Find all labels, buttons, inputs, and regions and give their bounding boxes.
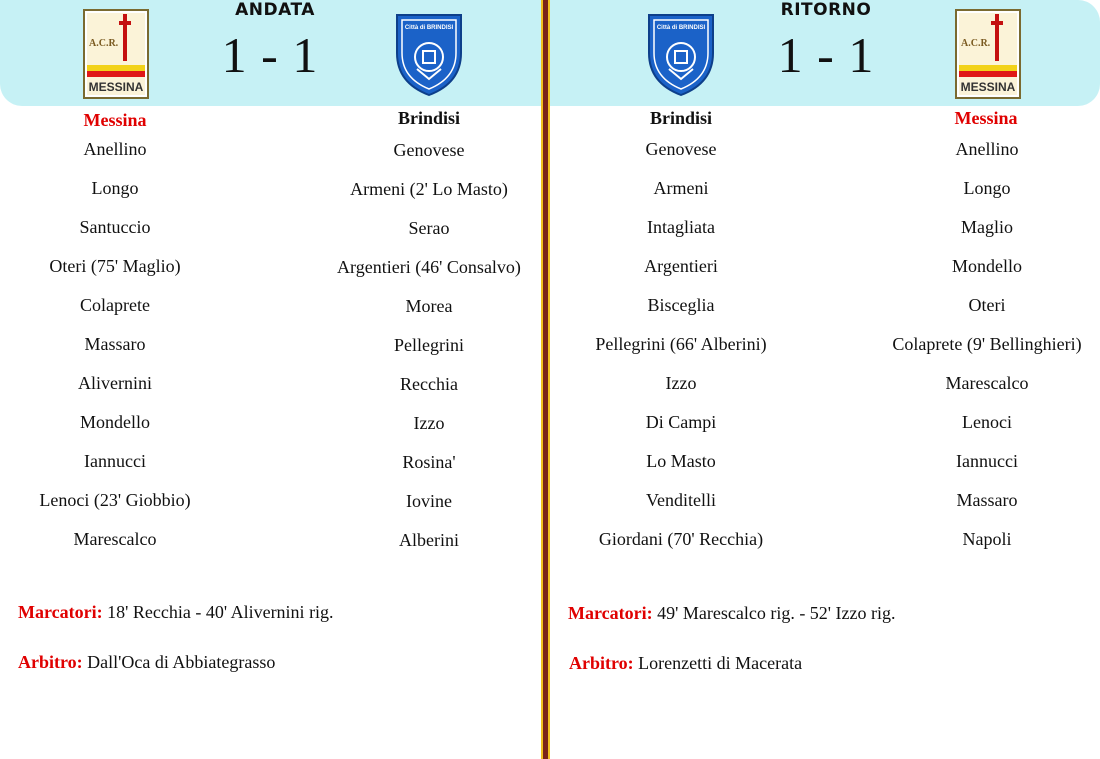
player: Iannucci (84, 451, 146, 471)
player: Venditelli (646, 490, 716, 510)
player: Izzo (413, 413, 445, 433)
player: Genovese (645, 139, 717, 159)
andata-scorers (18, 602, 334, 623)
player: Lenoci (962, 412, 1012, 432)
player: Morea (405, 296, 453, 316)
player: Oteri (968, 295, 1006, 315)
player: Alberini (399, 530, 459, 550)
player: Pellegrini (66' Alberini) (595, 334, 767, 354)
referee-value: Lorenzetti di Macerata (638, 653, 803, 673)
scorers-label: Marcatori: (18, 602, 103, 622)
scorers-value: 49' Marescalco rig. - 52' Izzo rig. (657, 603, 896, 623)
svg-text:A.C.R.: A.C.R. (89, 38, 119, 49)
messina-logo (83, 9, 149, 99)
player: Recchia (400, 374, 458, 394)
player: Oteri (75' Maglio) (49, 256, 181, 276)
player: Argentieri (644, 256, 718, 276)
messina-logo (955, 9, 1021, 99)
svg-text:Città di BRINDISI: Città di BRINDISI (656, 25, 706, 31)
player: Longo (91, 178, 139, 198)
center-divider (541, 0, 550, 759)
player: Bisceglia (647, 295, 715, 315)
andata-title: ANDATA (235, 0, 315, 20)
player: Lenoci (23' Giobbio) (39, 490, 191, 510)
andata-referee (18, 652, 275, 673)
ritorno-score: 1 - 1 (777, 27, 875, 83)
svg-text:Città di BRINDISI: Città di BRINDISI (404, 25, 454, 31)
andata-away-team: Brindisi (397, 108, 461, 128)
ritorno-panel (550, 0, 1100, 759)
player: Genovese (393, 140, 465, 160)
player: Argentieri (46' Consalvo) (337, 257, 521, 277)
player: Maglio (961, 217, 1013, 237)
player: Di Campi (645, 412, 717, 432)
player: Rosina' (402, 452, 456, 472)
player: Izzo (665, 373, 697, 393)
messina-logo-text: MESSINA (88, 80, 144, 94)
player: Santuccio (79, 217, 151, 237)
player: Anellino (955, 139, 1019, 159)
andata-score: 1 - 1 (221, 27, 319, 83)
brindisi-logo (647, 13, 715, 97)
ritorno-away-team: Messina (954, 108, 1018, 128)
player: Mondello (952, 256, 1022, 276)
scorers-label: Marcatori: (568, 603, 653, 623)
player: Iannucci (956, 451, 1018, 471)
brindisi-logo (395, 13, 463, 97)
ritorno-scorers (568, 603, 896, 624)
referee-value: Dall'Oca di Abbiategrasso (87, 652, 276, 672)
ritorno-referee (569, 653, 802, 674)
player: Armeni (2' Lo Masto) (350, 179, 508, 199)
player: Mondello (80, 412, 150, 432)
player: Iovine (406, 491, 452, 511)
player: Giordani (70' Recchia) (598, 529, 764, 549)
ritorno-home-team: Brindisi (649, 108, 713, 128)
referee-label: Arbitro: (569, 653, 634, 673)
andata-panel (0, 0, 541, 759)
svg-text:A.C.R.: A.C.R. (961, 38, 991, 49)
scorers-value: 18' Recchia - 40' Alivernini rig. (107, 602, 334, 622)
player: Colaprete (9' Bellinghieri) (892, 334, 1082, 354)
player: Intagliata (647, 217, 715, 237)
player: Anellino (83, 139, 147, 159)
player: Pellegrini (394, 335, 464, 355)
player: Armeni (653, 178, 709, 198)
player: Massaro (956, 490, 1018, 510)
player: Colaprete (80, 295, 150, 315)
messina-logo-text: MESSINA (960, 80, 1016, 94)
referee-label: Arbitro: (18, 652, 83, 672)
andata-home-team: Messina (83, 110, 147, 130)
player: Alivernini (78, 373, 152, 393)
player: Serao (408, 218, 450, 238)
player: Lo Masto (646, 451, 716, 471)
player: Massaro (84, 334, 146, 354)
player: Marescalco (945, 373, 1029, 393)
ritorno-title: RITORNO (780, 0, 872, 20)
player: Longo (963, 178, 1011, 198)
player: Napoli (962, 529, 1012, 549)
player: Marescalco (73, 529, 157, 549)
